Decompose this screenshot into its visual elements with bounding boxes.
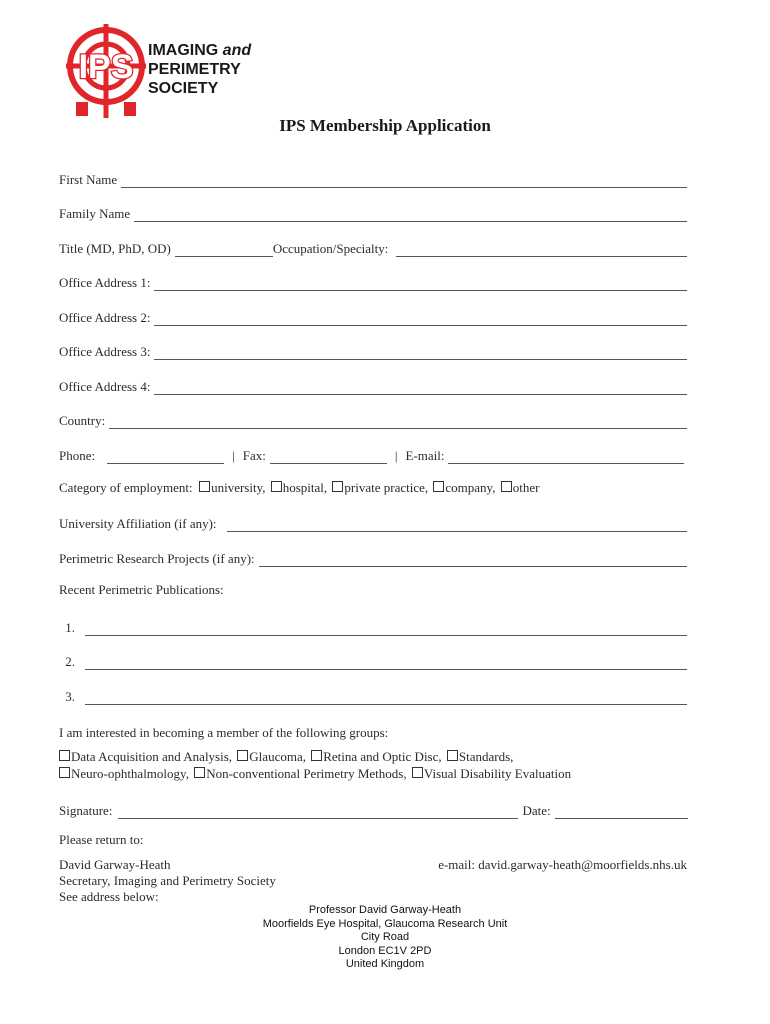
checkbox-icon[interactable] <box>311 750 322 761</box>
group-neuro[interactable] <box>59 766 189 781</box>
affiliation-row <box>59 512 687 532</box>
return-label: Please return to: <box>59 832 144 847</box>
checkbox-icon[interactable] <box>59 750 70 761</box>
office-address-1-label: Office Address 1: <box>59 275 151 290</box>
group-retina[interactable] <box>311 749 441 764</box>
office-address-4-field[interactable] <box>154 380 687 395</box>
logo-line3: SOCIETY <box>148 80 219 97</box>
group-data-acquisition[interactable] <box>59 749 232 764</box>
email-label: E-mail: <box>405 448 445 463</box>
publication-row-2 <box>59 650 687 670</box>
occupation-field[interactable] <box>396 242 687 257</box>
option-label: other <box>512 480 540 495</box>
date-label: Date: <box>522 803 551 818</box>
group-label: Retina and Optic Disc, <box>323 749 442 764</box>
affiliation-field[interactable] <box>227 517 687 532</box>
publication-number: 2. <box>65 654 75 669</box>
office-address-1-row <box>59 271 687 291</box>
return-see: See address below: <box>59 889 159 904</box>
projects-field[interactable] <box>259 552 687 567</box>
office-address-4-label: Office Address 4: <box>59 379 151 394</box>
option-company[interactable] <box>433 480 495 495</box>
option-university[interactable] <box>199 480 265 495</box>
email-field[interactable] <box>448 449 684 464</box>
phone-label: Phone: <box>59 448 96 463</box>
employment-row <box>59 480 541 496</box>
contact-row <box>59 444 684 464</box>
checkbox-icon[interactable] <box>412 767 423 778</box>
checkbox-icon[interactable] <box>199 481 210 492</box>
office-address-3-field[interactable] <box>154 345 687 360</box>
publication-field-1[interactable] <box>85 621 687 636</box>
title-label: Title (MD, PhD, OD) <box>59 241 171 256</box>
return-name: David Garway-Heath <box>59 857 171 872</box>
family-name-label: Family Name <box>59 206 131 221</box>
option-hospital[interactable] <box>271 480 327 495</box>
group-visual-disability[interactable] <box>412 766 571 781</box>
publication-row-1 <box>59 616 687 636</box>
date-field[interactable] <box>555 804 688 819</box>
group-label: Data Acquisition and Analysis, <box>71 749 233 764</box>
occupation-label: Occupation/Specialty: <box>272 241 389 256</box>
option-other[interactable] <box>501 480 540 495</box>
groups-row-2 <box>59 766 573 782</box>
checkbox-icon[interactable] <box>271 481 282 492</box>
checkbox-icon[interactable] <box>194 767 205 778</box>
title-field[interactable] <box>175 242 273 257</box>
option-label: university, <box>211 480 266 495</box>
office-address-3-row <box>59 340 687 360</box>
publication-row-3 <box>59 685 687 705</box>
first-name-field[interactable] <box>121 173 687 188</box>
checkbox-icon[interactable] <box>59 767 70 778</box>
group-label: Neuro-ophthalmology, <box>71 766 189 781</box>
office-address-3-label: Office Address 3: <box>59 344 151 359</box>
address-line: United Kingdom <box>345 958 425 970</box>
phone-field[interactable] <box>107 449 224 464</box>
publication-number: 1. <box>65 620 75 635</box>
ips-logo-icon <box>66 24 146 118</box>
logo-and: and <box>222 42 252 59</box>
option-private-practice[interactable] <box>332 480 428 495</box>
option-label: private practice, <box>344 480 429 495</box>
country-row <box>59 409 687 429</box>
checkbox-icon[interactable] <box>237 750 248 761</box>
signature-label: Signature: <box>59 803 113 818</box>
postal-address <box>0 904 770 972</box>
country-label: Country: <box>59 413 106 428</box>
group-non-conventional[interactable] <box>194 766 406 781</box>
address-line: City Road <box>360 931 410 943</box>
separator: | <box>232 448 235 463</box>
group-label: Glaucoma, <box>249 749 306 764</box>
office-address-4-row <box>59 375 687 395</box>
employment-label: Category of employment: <box>59 480 193 495</box>
group-label: Non-conventional Perimetry Methods, <box>206 766 407 781</box>
group-glaucoma[interactable] <box>237 749 306 764</box>
publication-field-3[interactable] <box>85 690 687 705</box>
office-address-2-field[interactable] <box>154 311 687 326</box>
signature-field[interactable] <box>118 804 518 819</box>
fax-label: Fax: <box>242 448 266 463</box>
ips-logo <box>66 24 266 118</box>
option-label: company, <box>445 480 496 495</box>
family-name-field[interactable] <box>134 207 687 222</box>
address-line: Moorfields Eye Hospital, Glaucoma Research Unit <box>262 917 508 930</box>
first-name-label: First Name <box>59 172 118 187</box>
checkbox-icon[interactable] <box>447 750 458 761</box>
separator: | <box>394 448 398 463</box>
group-label: Visual Disability Evaluation <box>423 766 572 781</box>
publication-number: 3. <box>65 689 75 704</box>
office-address-2-label: Office Address 2: <box>59 310 151 325</box>
groups-row-1 <box>59 749 515 765</box>
page-title: IPS Membership Application <box>279 116 491 135</box>
checkbox-icon[interactable] <box>332 481 343 492</box>
projects-label: Perimetric Research Projects (if any): <box>59 551 255 566</box>
country-field[interactable] <box>109 414 687 429</box>
publication-field-2[interactable] <box>85 655 687 670</box>
family-name-row <box>59 202 687 222</box>
group-label: Standards, <box>458 749 514 764</box>
group-standards[interactable] <box>447 749 514 764</box>
return-role: Secretary, Imaging and Perimetry Society <box>59 873 276 888</box>
signature-row <box>59 799 688 819</box>
affiliation-label: University Affiliation (if any): <box>59 516 217 531</box>
address-line: London EC1V 2PD <box>338 944 432 957</box>
title-occupation-row <box>59 237 687 257</box>
return-email: e-mail: david.garway-heath@moorfields.nhs.uk <box>438 857 687 872</box>
fax-field[interactable] <box>270 449 387 464</box>
logo-line2: PERIMETRY <box>148 61 241 78</box>
logo-initials: IPS <box>78 48 134 86</box>
groups-intro: I am interested in becoming a member of the following groups: <box>59 725 389 740</box>
publications-label: Recent Perimetric Publications: <box>59 582 224 597</box>
option-label: hospital, <box>282 480 328 495</box>
logo-text <box>148 41 251 98</box>
address-line: Professor David Garway-Heath <box>308 904 462 916</box>
office-address-2-row <box>59 306 687 326</box>
checkbox-icon[interactable] <box>501 481 512 492</box>
first-name-row <box>59 168 687 188</box>
office-address-1-field[interactable] <box>154 276 687 291</box>
checkbox-icon[interactable] <box>433 481 444 492</box>
logo-line1: IMAGING <box>148 42 219 59</box>
projects-row <box>59 547 687 567</box>
